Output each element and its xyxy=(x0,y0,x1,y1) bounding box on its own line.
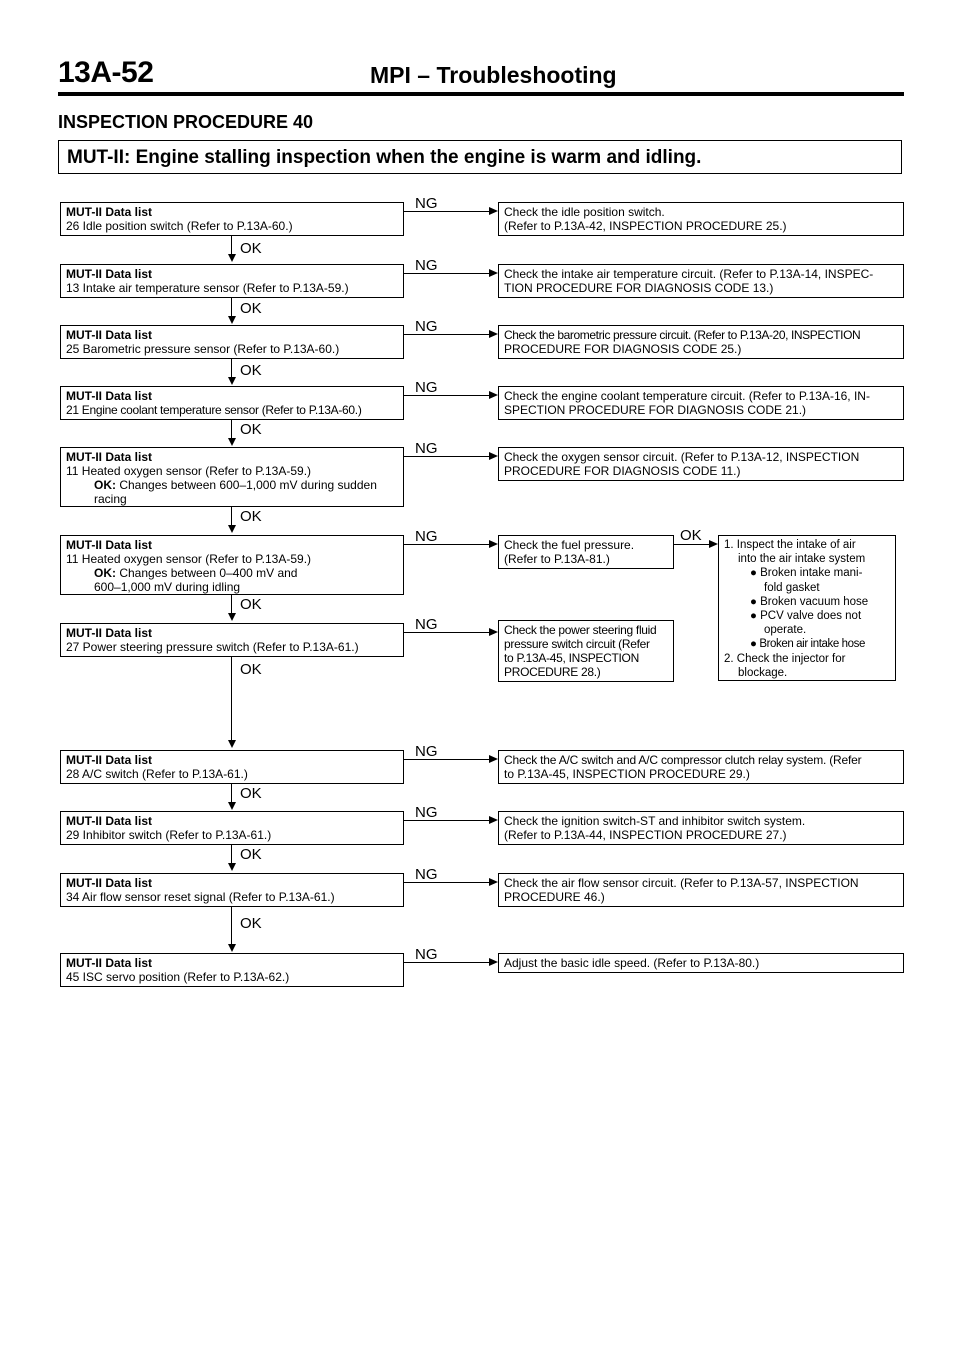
ng-label: NG xyxy=(415,946,438,963)
ok-label: OK xyxy=(240,421,262,438)
bullet-item: operate. xyxy=(764,624,807,637)
step-box-5 xyxy=(60,447,404,507)
ok-arrow xyxy=(228,740,236,748)
step-title: MUT-II Data list xyxy=(66,814,153,828)
ng-label: NG xyxy=(415,257,438,274)
ng-arrow xyxy=(489,330,498,338)
ok-label: OK xyxy=(240,846,262,863)
result-box-4 xyxy=(498,386,904,420)
result-box-2 xyxy=(498,264,904,298)
result-line: Check the power steering fluid xyxy=(504,623,657,637)
step-title: MUT-II Data list xyxy=(66,626,153,640)
step-box-9 xyxy=(60,811,404,845)
ok-arrow xyxy=(709,540,718,548)
step-title: MUT-II Data list xyxy=(66,450,153,464)
header-rule xyxy=(58,92,904,96)
ok-arrow xyxy=(228,316,236,324)
ok-arrow xyxy=(228,863,236,871)
result-line: Check the fuel pressure. xyxy=(504,538,635,552)
ng-arrow xyxy=(489,816,498,824)
bullet-item: ● Broken vacuum hose xyxy=(750,595,869,608)
result-line: PROCEDURE FOR DIAGNOSIS CODE 11.) xyxy=(504,464,741,478)
result-line: Check the barometric pressure circuit. (Refer to P.13A-20, INSPECTION xyxy=(504,328,861,342)
ok-arrow xyxy=(228,613,236,621)
step-box-11 xyxy=(60,953,404,987)
instruction-line: 2. Check the injector for xyxy=(724,652,846,665)
bullet-item: fold gasket xyxy=(764,581,820,594)
ok-label: OK xyxy=(240,596,262,613)
result-box-9 xyxy=(498,811,904,845)
step-box-2 xyxy=(60,264,404,298)
result-box-7 xyxy=(498,620,674,682)
result-line: Check the A/C switch and A/C compressor clutch relay system. (Refer xyxy=(504,753,862,767)
ok-label: OK xyxy=(240,661,262,678)
result-line: Check the oxygen sensor circuit. (Refer to P.13A-12, INSPECTION xyxy=(504,450,860,464)
ok-condition-label: OK: xyxy=(94,478,116,492)
bullet-item: ● PCV valve does not xyxy=(750,610,862,623)
ok-label: OK xyxy=(240,785,262,802)
step-text: 28 A/C switch (Refer to P.13A-61.) xyxy=(66,767,248,781)
result-box-1 xyxy=(498,202,904,236)
ng-label: NG xyxy=(415,440,438,457)
result-line: Check the air flow sensor circuit. (Refer to P.13A-57, INSPECTION xyxy=(504,876,859,890)
ok-condition-text: racing xyxy=(94,492,127,506)
bullet-item: ● Broken intake mani- xyxy=(750,567,863,580)
ok-label: OK xyxy=(240,300,262,317)
step-box-4 xyxy=(60,386,404,420)
step-box-10 xyxy=(60,873,404,907)
step-text: 26 Idle position switch (Refer to P.13A-60.) xyxy=(66,219,293,233)
result-box-8 xyxy=(498,750,904,784)
step-text: 29 Inhibitor switch (Refer to P.13A-61.) xyxy=(66,828,272,842)
ng-arrow xyxy=(489,958,498,966)
ok-arrow xyxy=(228,377,236,385)
step-text: 11 Heated oxygen sensor (Refer to P.13A-59.) xyxy=(66,464,312,478)
result-box-11 xyxy=(498,953,904,973)
step-text: 13 Intake air temperature sensor (Refer to P.13A-59.) xyxy=(66,281,349,295)
result-line: (Refer to P.13A-42, INSPECTION PROCEDURE 25.) xyxy=(504,219,787,233)
bullet-item: ● Broken air intake hose xyxy=(750,638,865,651)
procedure-title: INSPECTION PROCEDURE 40 xyxy=(58,112,314,132)
step-box-3 xyxy=(60,325,404,359)
ng-arrow xyxy=(489,878,498,886)
ok-arrow xyxy=(228,525,236,533)
fuel-ok-box xyxy=(718,535,896,681)
result-line: PROCEDURE 28.) xyxy=(504,665,601,679)
result-line: PROCEDURE 46.) xyxy=(504,890,605,904)
ok-connector xyxy=(231,236,232,256)
step-title: MUT-II Data list xyxy=(66,205,153,219)
result-box-10 xyxy=(498,873,904,907)
instruction-line: 1. Inspect the intake of air xyxy=(724,539,856,551)
ng-label: NG xyxy=(415,379,438,396)
step-text: 27 Power steering pressure switch (Refer to P.13A-61.) xyxy=(66,640,359,654)
step-text: 34 Air flow sensor reset signal (Refer to P.13A-61.) xyxy=(66,890,335,904)
result-line: Check the ignition switch-ST and inhibitor switch system. xyxy=(504,814,806,828)
instruction-line: into the air intake system xyxy=(738,553,866,566)
result-line: to P.13A-45, INSPECTION PROCEDURE 29.) xyxy=(504,767,750,781)
step-title: MUT-II Data list xyxy=(66,538,153,552)
ok-condition-text: Changes between 600–1,000 mV during sudden xyxy=(119,478,377,492)
result-line: SPECTION PROCEDURE FOR DIAGNOSIS CODE 21.) xyxy=(504,403,807,417)
ok-label: OK xyxy=(680,527,702,544)
ok-arrow xyxy=(228,438,236,446)
result-line: Check the engine coolant temperature circuit. (Refer to P.13A-16, IN- xyxy=(504,389,870,403)
step-title: MUT-II Data list xyxy=(66,956,153,970)
ok-label: OK xyxy=(240,508,262,525)
step-title: MUT-II Data list xyxy=(66,267,153,281)
instruction-line: blockage. xyxy=(738,666,788,679)
result-line: Adjust the basic idle speed. (Refer to P.13A-80.) xyxy=(504,956,760,970)
ok-label: OK xyxy=(240,240,262,257)
result-line: (Refer to P.13A-81.) xyxy=(504,552,610,566)
ok-connector xyxy=(231,359,232,379)
ok-connector xyxy=(231,657,232,741)
page-number: 13A-52 xyxy=(58,56,154,89)
section-title: MPI – Troubleshooting xyxy=(370,62,617,88)
ng-arrow xyxy=(489,207,498,215)
ok-arrow xyxy=(228,254,236,262)
ok-connector xyxy=(231,845,232,865)
step-box-6 xyxy=(60,535,404,595)
ok-condition xyxy=(66,566,398,580)
ok-connector xyxy=(231,907,232,946)
result-line: PROCEDURE FOR DIAGNOSIS CODE 25.) xyxy=(504,342,742,356)
step-text: 25 Barometric pressure sensor (Refer to P.13A-60.) xyxy=(66,342,340,356)
ok-condition xyxy=(66,478,398,492)
ok-connector xyxy=(231,507,232,527)
procedure-summary-box: MUT-II: Engine stalling inspection when the engine is warm and idling. xyxy=(58,140,902,174)
ng-label: NG xyxy=(415,195,438,212)
ng-label: NG xyxy=(415,743,438,760)
result-line: to P.13A-45, INSPECTION xyxy=(504,651,639,665)
ng-arrow xyxy=(489,628,498,636)
ok-connector xyxy=(674,544,712,545)
step-box-1 xyxy=(60,202,404,236)
result-line: pressure switch circuit (Refer xyxy=(504,637,650,651)
result-line: Check the idle position switch. xyxy=(504,205,665,219)
step-title: MUT-II Data list xyxy=(66,328,153,342)
ok-arrow xyxy=(228,944,236,952)
step-text: 21 Engine coolant temperature sensor (Refer to P.13A-60.) xyxy=(66,403,362,417)
ok-label: OK xyxy=(240,915,262,932)
result-line: TION PROCEDURE FOR DIAGNOSIS CODE 13.) xyxy=(504,281,774,295)
result-box-6 xyxy=(498,535,674,569)
step-title: MUT-II Data list xyxy=(66,753,153,767)
result-box-3 xyxy=(498,325,904,359)
step-box-7 xyxy=(60,623,404,657)
ng-arrow xyxy=(489,269,498,277)
result-line: (Refer to P.13A-44, INSPECTION PROCEDURE 27.) xyxy=(504,828,787,842)
step-title: MUT-II Data list xyxy=(66,389,153,403)
ok-connector xyxy=(231,420,232,440)
ng-label: NG xyxy=(415,866,438,883)
ng-label: NG xyxy=(415,318,438,335)
ng-label: NG xyxy=(415,804,438,821)
ng-arrow xyxy=(489,391,498,399)
ng-arrow xyxy=(489,452,498,460)
ok-connector xyxy=(231,298,232,318)
ok-label: OK xyxy=(240,362,262,379)
ok-connector xyxy=(231,595,232,615)
ng-arrow xyxy=(489,755,498,763)
ng-label: NG xyxy=(415,528,438,545)
ok-condition-text: 600–1,000 mV during idling xyxy=(94,580,241,594)
ng-label: NG xyxy=(415,616,438,633)
step-box-8 xyxy=(60,750,404,784)
result-box-5 xyxy=(498,447,904,481)
ok-condition-text: Changes between 0–400 mV and xyxy=(119,566,298,580)
ok-arrow xyxy=(228,802,236,810)
result-line: Check the intake air temperature circuit. (Refer to P.13A-14, INSPEC- xyxy=(504,267,874,281)
step-title: MUT-II Data list xyxy=(66,876,153,890)
step-text: 11 Heated oxygen sensor (Refer to P.13A-59.) xyxy=(66,552,312,566)
ok-condition-label: OK: xyxy=(94,566,116,580)
ok-connector xyxy=(231,784,232,804)
ng-arrow xyxy=(489,540,498,548)
step-text: 45 ISC servo position (Refer to P.13A-62.) xyxy=(66,970,290,984)
